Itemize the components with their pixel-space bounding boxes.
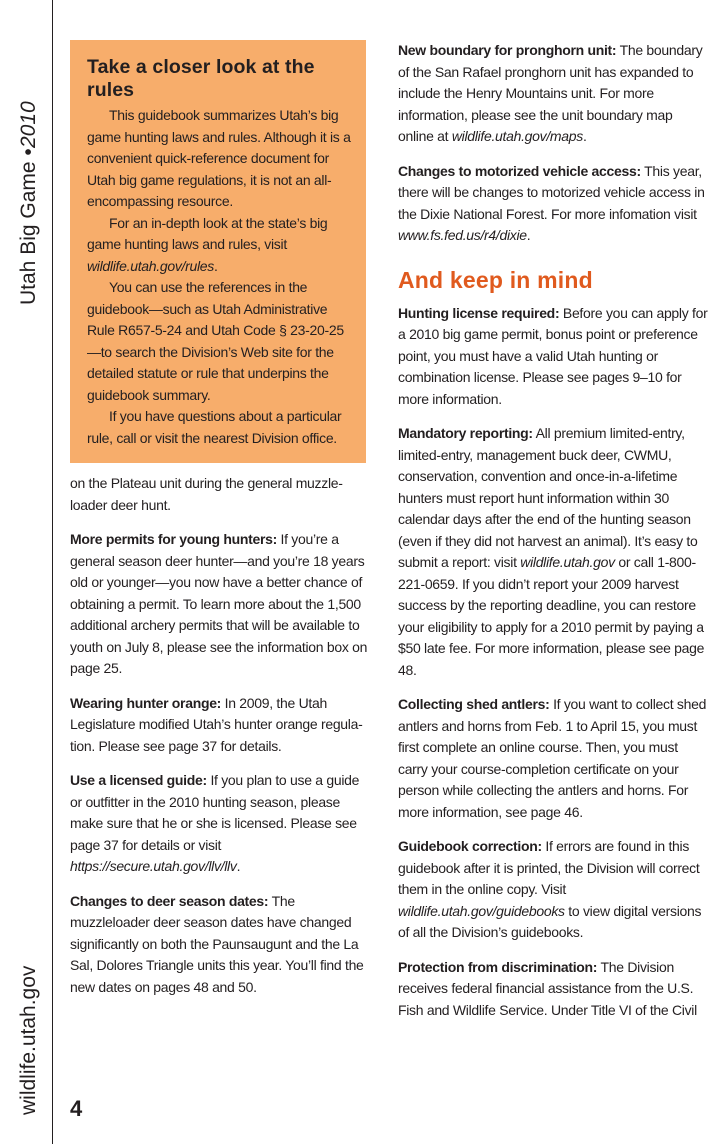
info-box-paragraph: This guidebook summarizes Utah’s big game hunting laws and rules. Although it is a convenient quick-reference document for Utah big game regulations, it is not an all-encompassing resource. (87, 107, 351, 209)
pronghorn-item (398, 40, 710, 148)
item-text: If you plan to use a guide or outfitter in the 2010 hunting season, please make sure that he or she is licensed. Please see page 37 for details or visit (70, 772, 360, 853)
item-lead: Use a licensed guide: (70, 772, 207, 788)
info-box-paragraph: You can use the references in the guidebook—such as Utah Administrative Rule R657-5-24 and Utah Code § 23-20-25—to search the Division’s Web site for the detailed statute or rule that underpins the guidebook summary. (87, 279, 344, 403)
left-column (70, 40, 370, 1011)
right-column (398, 40, 710, 1034)
item-text: If you’re a general season deer hunter—and you’re 18 years old or younger—you now have a better chance of obtaining a permit. To learn more about the 1,500 additional archery permits that will be available to youth on July 8, please see the information box on page 25. (70, 531, 368, 676)
section-heading: And keep in mind (398, 266, 593, 293)
website-footer (12, 875, 46, 1115)
item-lead: Changes to deer season dates: (70, 892, 269, 909)
info-box-paragraph: If you have questions about a particular rule, call or visit the nearest Division office. (87, 408, 342, 446)
correction-item (398, 836, 710, 944)
margin-rule (52, 0, 53, 1144)
running-header-year: 2010 (17, 101, 40, 149)
item-lead: New boundary for pronghorn unit: (398, 42, 617, 58)
item-text: In 2009, the Utah Legislature modified Utah’s hunter orange regulation. Please see page 37 for details. (70, 694, 363, 754)
hunter-orange-item (70, 693, 370, 758)
antlers-item (398, 694, 710, 823)
continuation-paragraph: on the Plateau unit during the general muzzleloader deer hunt. (70, 475, 343, 513)
item-lead: Hunting license required: (398, 304, 560, 321)
licensed-guide-item (70, 770, 370, 878)
item-lead: More permits for young hunters: (70, 531, 277, 547)
item-text: . (582, 128, 587, 144)
young-hunters-item (70, 529, 370, 680)
item-text: This year, there will be changes to motorized vehicle access in the Dixie National Forest. For more infomation visit (398, 162, 705, 222)
page-number: 4 (70, 1096, 83, 1121)
rules-link[interactable]: wildlife.utah.gov/rules (87, 257, 214, 274)
motorized-item (398, 161, 710, 247)
item-text: All premium limited-entry, limited-entry, management buck deer, CWMU, conservation, convention and once-in-a-lifetime hunters must report hunt information within 30 calendar days after the end of the hunting season (even if they did not harvest an animal). It’s easy to submit a report: visit (398, 425, 698, 570)
llv-link[interactable]: https://secure.utah.gov/llv/llv (70, 858, 237, 874)
item-text: If errors are found in this guidebook after it is printed, the Division will correct them in the online copy. Visit (398, 838, 700, 897)
item-lead: Changes to motorized vehicle access: (398, 162, 641, 179)
item-lead: Mandatory reporting: (398, 425, 533, 441)
season-dates-item (70, 891, 370, 999)
discrimination-item (398, 957, 710, 1022)
info-box-paragraph (87, 213, 354, 278)
item-text: to view digital versions of all the Division’s guidebooks. (398, 902, 702, 940)
item-lead: Protection from discrimination: (398, 958, 598, 975)
item-text: Before you can apply for a 2010 big game permit, bonus point or preference point, you must have a valid Utah hunting or combination license. Please see pages 9–10 for more information. (398, 304, 708, 407)
running-header (12, 40, 46, 305)
item-text: . (236, 858, 241, 874)
item-text: The Division receives federal financial assistance from the U.S. Fish and Wildlife Service. Under Title VI of the Civil (398, 958, 697, 1018)
item-text: The muzzleloader deer season dates have changed significantly on both the Paunsaugunt and the La Sal, Dolores Triangle units this year. You’ll find the new dates on pages 48 and 50. (70, 892, 364, 995)
info-box-text: . (213, 257, 218, 274)
wildlife-link[interactable]: wildlife.utah.gov (520, 554, 615, 570)
item-lead: Guidebook correction: (398, 838, 542, 854)
item-lead: Collecting shed antlers: (398, 696, 550, 712)
guidebooks-link[interactable]: wildlife.utah.gov/guidebooks (398, 902, 565, 919)
item-lead: Wearing hunter orange: (70, 694, 222, 711)
dixie-link[interactable]: www.fs.fed.us/r4/dixie (398, 227, 527, 243)
item-text: . (526, 227, 531, 243)
item-text: The boundary of the San Rafael pronghorn unit has expanded to include the Henry Mountains unit. For more information, please see the unit boundary map online at (398, 42, 703, 144)
license-item (398, 303, 710, 411)
info-box (70, 40, 366, 463)
info-box-text: For an in-depth look at the state’s big game hunting laws and rules, visit (87, 214, 328, 252)
running-header-text: Utah Big Game • (17, 148, 40, 305)
info-box-title: Take a closer look at the rules (87, 56, 315, 101)
reporting-item (398, 423, 710, 681)
item-text: If you want to collect shed antlers and horns from Feb. 1 to April 15, you must first complete an online course. Then, you must carry your course-completion certificate on your person while collecting the antlers and horns. For more information, see page 46. (398, 696, 707, 820)
website-footer-text: wildlife.utah.gov (17, 965, 40, 1115)
item-text: or call 1-800-221-0659. If you didn’t report your 2009 harvest success by the reporting deadline, you can restore your eligibility to apply for a 2010 permit by paying a $50 late fee. For more information, please see page 48. (398, 554, 705, 678)
maps-link[interactable]: wildlife.utah.gov/maps (451, 128, 583, 144)
